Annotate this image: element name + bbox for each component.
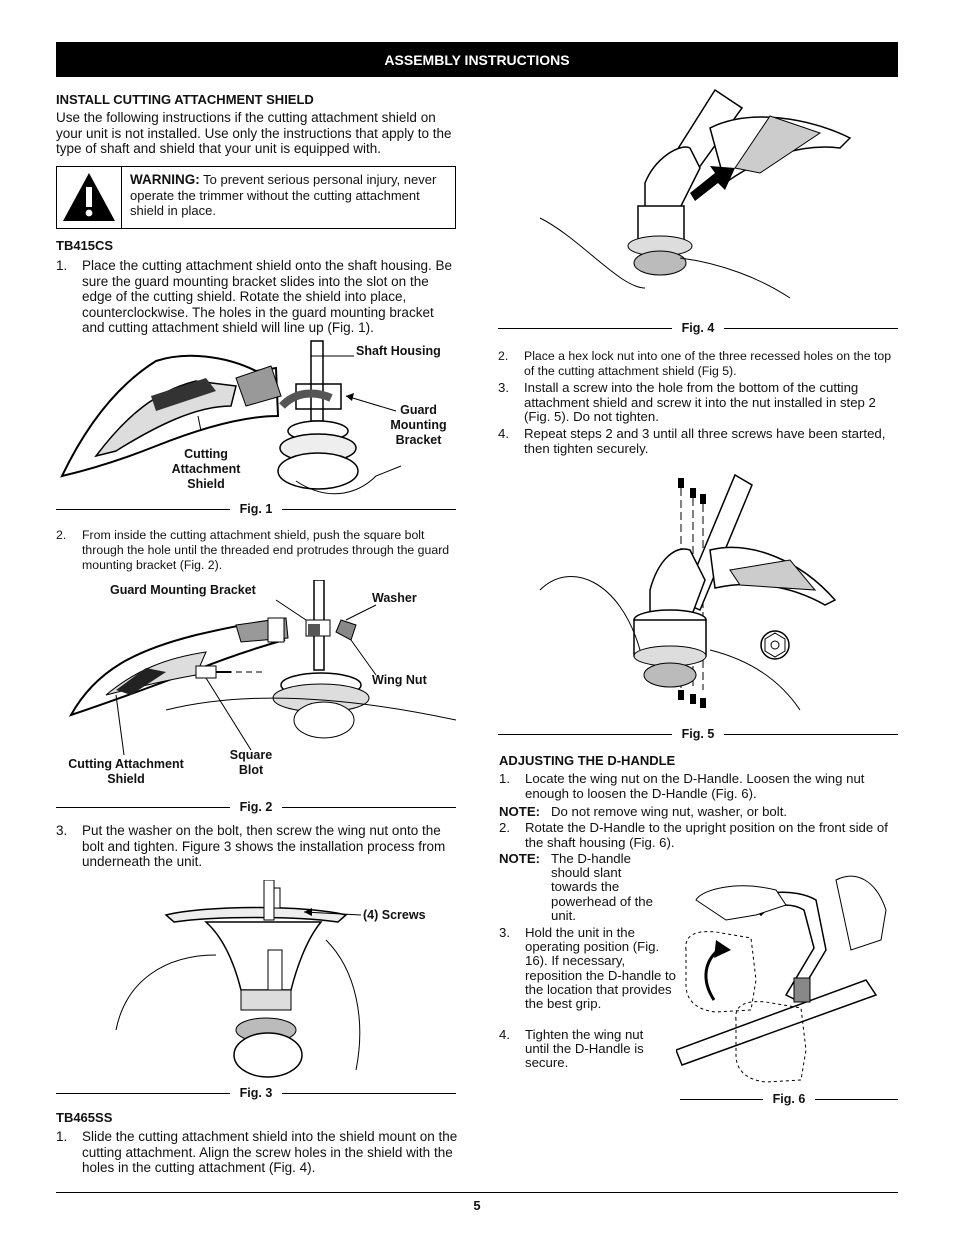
figure-3: [56, 880, 456, 1080]
tb465ss-heading: TB465SS: [56, 1110, 113, 1125]
step-text: Place a hex lock nut into one of the three recessed holes on the top of the cutting attachment shield (Fig 5).: [524, 349, 892, 378]
note-text: Do not remove wing nut, washer, or bolt.: [551, 804, 788, 819]
tb465ss-step-3: [498, 381, 898, 425]
step-number: 1.: [56, 1129, 68, 1144]
fig1-caption-text: Fig. 1: [239, 502, 273, 516]
dhandle-note-2: [499, 852, 669, 923]
fig5-caption: [498, 727, 898, 741]
fig3-caption-text: Fig. 3: [239, 1086, 273, 1100]
step-text: From inside the cutting attachment shield, push the square bolt through the hole until the threaded end protrudes through the guard mounting bracket (Fig. 2).: [82, 528, 450, 572]
fig3-caption: [56, 1086, 456, 1100]
install-intro: Use the following instructions if the cutting attachment shield on your unit is not installed. Use only the instructions that apply to the type of shaft and shield that your unit is equipped with.: [56, 110, 452, 157]
tb465ss-step-1: [56, 1129, 458, 1176]
dhandle-step-4: [499, 1028, 669, 1071]
install-heading: INSTALL CUTTING ATTACHMENT SHIELD: [56, 92, 314, 107]
warning-text: [130, 172, 452, 219]
fig2-caption-text: Fig. 2: [239, 800, 273, 814]
dhandle-heading: ADJUSTING THE D-HANDLE: [499, 753, 676, 768]
label-cutting-attachment-shield: Cutting Attachment Shield: [68, 757, 184, 786]
figure-6: [676, 860, 898, 1085]
step-text: Repeat steps 2 and 3 until all three screws have been started, then tighten securely.: [524, 426, 886, 456]
footer-rule: [56, 1192, 898, 1193]
note-label: NOTE:: [499, 851, 541, 866]
fig2-caption: [56, 800, 456, 814]
warning-label: WARNING:: [130, 172, 200, 187]
fig4-caption-text: Fig. 4: [681, 321, 715, 335]
tb465ss-step-4: [498, 426, 898, 456]
label-guard-mounting-bracket: Guard Mounting Bracket: [110, 583, 256, 597]
tb415cs-step-2: [56, 528, 458, 573]
section-title: ASSEMBLY INSTRUCTIONS: [384, 51, 570, 68]
tb465ss-step-2: [498, 349, 898, 379]
step-text: Slide the cutting attachment shield into the shield mount on the cutting attachment. Align the screw holes in the shield with the holes in the cutting attachment (Fig. 4).: [82, 1129, 458, 1176]
dhandle-step-1: [499, 772, 897, 802]
label-cutting-attachment-shield: Cutting Attachment Shield: [171, 447, 241, 491]
step-text: Rotate the D-Handle to the upright position on the front side of the shaft housing (Fig. 6).: [525, 820, 888, 850]
figure-4-drawing: [520, 88, 860, 316]
note-label: NOTE:: [499, 804, 541, 819]
step-number: 4.: [498, 426, 509, 441]
figure-4: [520, 88, 860, 316]
step-text: Tighten the wing nut until the D-Handle is secure.: [525, 1027, 644, 1071]
page-number: 5: [473, 1198, 481, 1213]
step-number: 1.: [499, 771, 510, 786]
fig6-caption-text: Fig. 6: [772, 1092, 806, 1106]
dhandle-step-3: [499, 926, 677, 1011]
step-text: Locate the wing nut on the D-Handle. Loosen the wing nut enough to loosen the D-Handle (Fig. 6).: [525, 771, 865, 801]
step-number: 1.: [56, 258, 68, 273]
fig4-caption: [498, 321, 898, 335]
note-text: The D-handle should slant towards the powerhead of the unit.: [551, 851, 653, 923]
step-number: 4.: [499, 1027, 510, 1042]
step-text: Hold the unit in the operating position (Fig. 16). If necessary, reposition the D-handle to the location that provides the best grip.: [525, 925, 677, 1012]
warning-box: [56, 166, 456, 229]
step-text: Place the cutting attachment shield onto the shaft housing. Be sure the guard mounting bracket slides into the slot on the edge of the cutting shield. Rotate the shield into place, counterclockwise. The holes in the guard mounting bracket and cutting attachment shield will line up (Fig. 1).: [82, 258, 452, 336]
step-text: Install a screw into the hole from the bottom of the cutting attachment shield and screw it into the nut installed in step 2 (Fig. 5). Do not tighten.: [524, 380, 876, 424]
label-washer: Washer: [372, 591, 417, 605]
label-shaft-housing: Shaft Housing: [356, 344, 441, 358]
step-number: 2.: [56, 528, 67, 542]
figure-2: [56, 580, 456, 794]
step-number: 3.: [56, 823, 68, 838]
figure-1: [56, 336, 456, 501]
tb415cs-step-3: [56, 823, 458, 870]
label-wing-nut: Wing Nut: [372, 673, 427, 687]
label-guard-mounting-bracket: Guard Mounting Bracket: [390, 403, 447, 447]
step-number: 2.: [498, 349, 509, 363]
fig5-caption-text: Fig. 5: [681, 727, 715, 741]
warning-icon: [57, 167, 122, 228]
step-number: 3.: [498, 380, 509, 395]
tb415cs-heading: TB415CS: [56, 238, 114, 253]
section-header: [56, 42, 898, 77]
dhandle-step-2: [499, 821, 897, 851]
step-number: 3.: [499, 925, 510, 940]
fig6-caption: [680, 1092, 898, 1106]
figure-5-drawing: [530, 470, 870, 722]
fig1-caption: [56, 502, 456, 516]
warning-body: To prevent serious personal injury, never operate the trimmer without the cutting attachment shield in place.: [130, 172, 437, 218]
label-square-bolt: Square Blot: [229, 748, 273, 777]
figure-6-drawing: [676, 860, 898, 1085]
label-4-screws: (4) Screws: [363, 908, 426, 922]
step-number: 2.: [499, 820, 510, 835]
step-text: Put the washer on the bolt, then screw the wing nut onto the bolt and tighten. Figure 3 shows the installation process from underneath the unit.: [82, 823, 446, 870]
tb415cs-step-1: [56, 258, 458, 336]
dhandle-note-1: [499, 804, 897, 820]
figure-5: [530, 470, 870, 722]
